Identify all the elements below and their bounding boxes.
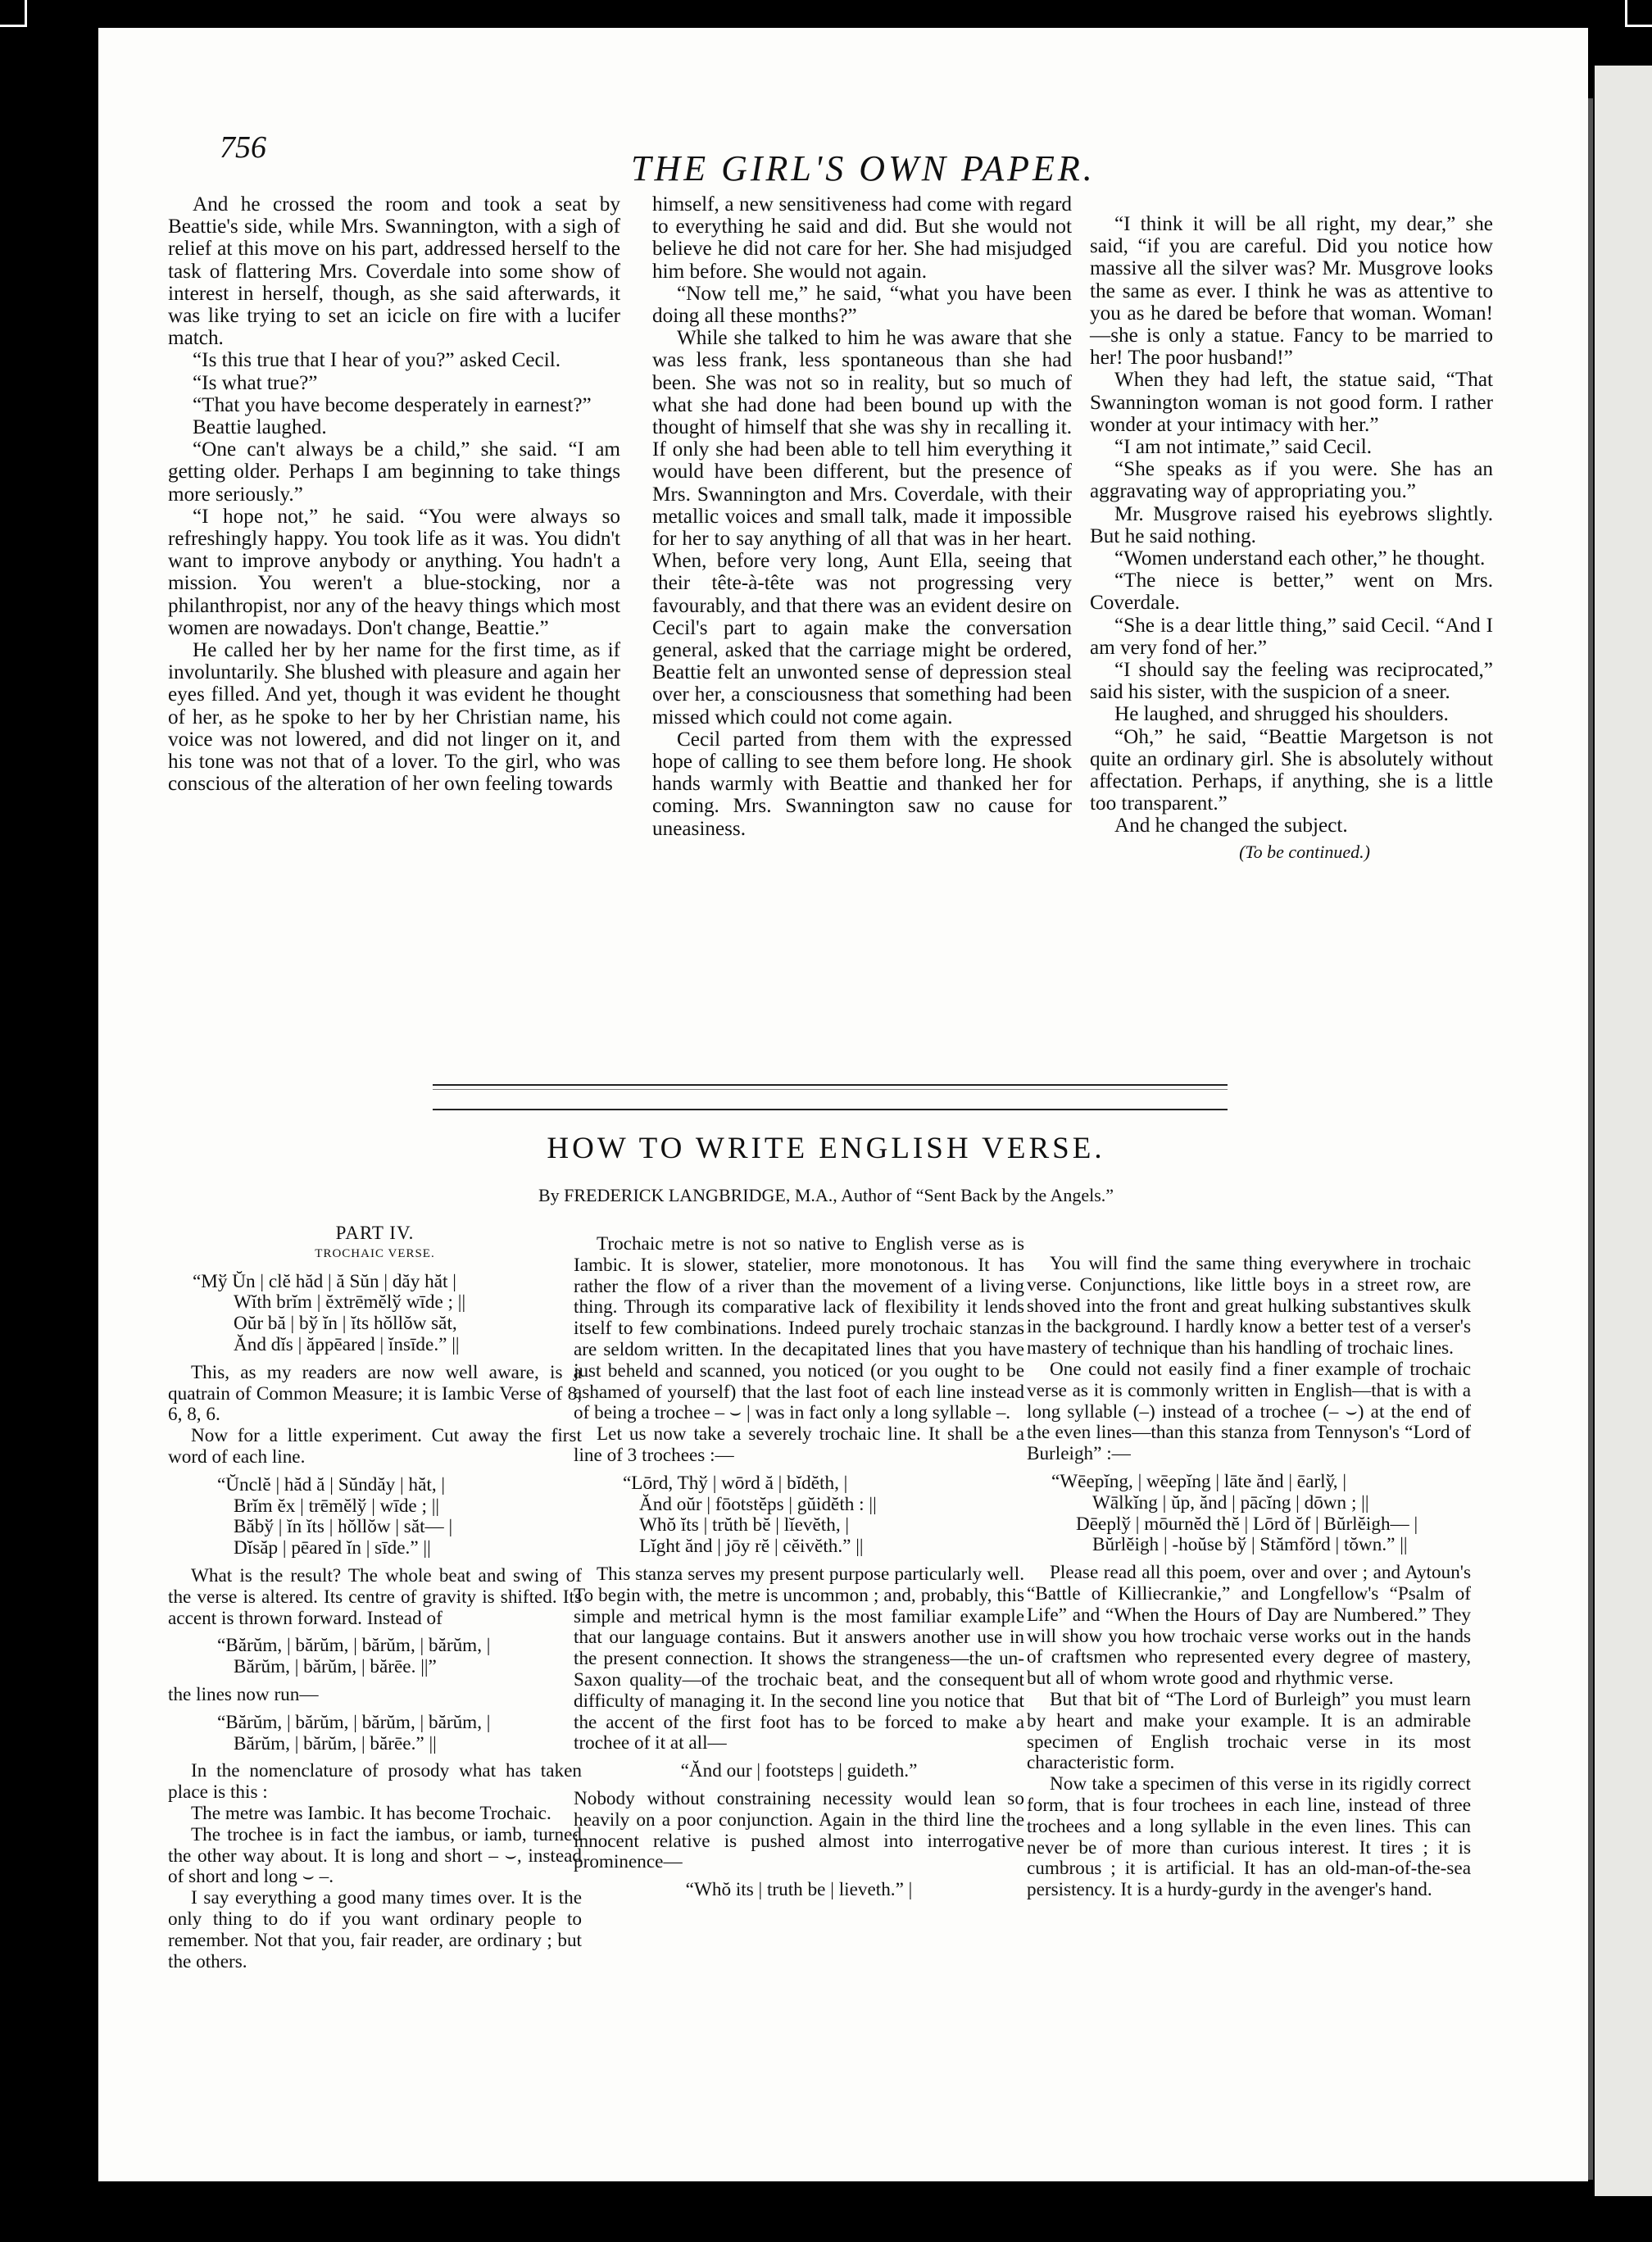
verse-line: Bărŭm, | bărŭm, | bărēe. ||” (234, 1656, 437, 1678)
section-subheading: TROCHAIC VERSE. (315, 1246, 435, 1260)
verse-line: “Ŭnclĕ | hăd ă | Sŭndăy | hăt, | (217, 1473, 446, 1495)
verse-line: Wĭth brĭm | ĕxtrēmĕlў wīde ; || (234, 1291, 466, 1314)
section-rule-middle (433, 1089, 1228, 1090)
paragraph: Cecil parted from them with the expressed hope of calling to see them before long. He shook hands warmly with Beattie and thanked her for coming. Mrs. Swannington saw no cause for uneasiness. (652, 728, 1072, 840)
verse-line: Ănd oŭr | fōotstĕps | gŭidĕth : || (639, 1493, 877, 1515)
verse-line: “Bărŭm, | bărŭm, | bărŭm, | bărŭm, | (217, 1711, 491, 1733)
to-be-continued: (To be continued.) (1239, 841, 1370, 862)
paragraph: “The niece is better,” went on Mrs. Coverdale. (1090, 570, 1493, 615)
verse-line: Bărŭm, | bărŭm, | bărēe.” || (234, 1732, 437, 1754)
verse-block (574, 1473, 1024, 1558)
paragraph: Beattie laughed. (193, 416, 327, 439)
paragraph: Now take a specimen of this verse in its rigidly correct form, that is four trochees in each line, instead of three trochees and a long syllable in the even lines. This can never be of more than curious interest. It tires ; it is cumbrous ; it is artificial. It has an old-man-of-the-sea persistency. It is a hurdy-gurdy in the avenger's hand. (1027, 1773, 1471, 1901)
verse-line: “Bărŭm, | bărŭm, | bărŭm, | bărŭm, | (217, 1635, 491, 1657)
verse-line: “Mў Ŭn | clĕ hăd | ă Sŭn | dăy hăt | (193, 1270, 456, 1292)
paragraph: The trochee is in fact the iambus, or iamb, turned the other way about. It is long and short – ⌣, instead of short and long ⌣ –. (168, 1823, 582, 1888)
verse-line: Ănd dĭs | ăppēared | ĭnsīde.” || (234, 1333, 460, 1355)
paragraph: “Oh,” he said, “Beattie Margetson is not quite an ordinary girl. She is absolutely without affectation. Perhaps, if anything, she is a little too transparent.” (1090, 725, 1493, 815)
verse-block (168, 1272, 582, 1356)
verse-line: “Ănd our | footsteps | guideth.” (680, 1760, 918, 1782)
paragraph: “That you have become desperately in earnest?” (193, 393, 592, 416)
paragraph: One could not easily find a finer example of trochaic verse as it is commonly written in English—that is with a long syllable (–) instead of a trochee (– ⌣) at the end of the even lines—than this stanza from Tennyson's “Lord of Burleigh” :— (1027, 1358, 1471, 1465)
verse-block (574, 1761, 1024, 1782)
paragraph: himself, a new sensitiveness had come with regard to everything he said and did. But she would not believe he did not care for her. She had misjudged him before. She would not again. (652, 193, 1072, 283)
paragraph: And he changed the subject. (1114, 815, 1348, 837)
verse-line: Wālkĭng | ŭp, ănd | pācĭng | dōwn ; || (1092, 1491, 1369, 1514)
paragraph: This, as my readers are now well aware, is a quatrain of Common Measure; it is Iambic Verse of 8, 6, 8, 6. (168, 1361, 582, 1426)
article-column-1 (168, 1223, 582, 1972)
article-byline: By FREDERICK LANGBRIDGE, M.A., Author of “Sent Back by the Angels.” (538, 1185, 1114, 1205)
paragraph: And he crossed the room and took a seat by Beattie's side, while Mrs. Swannington, with a sigh of relief at this move on his part, addressed herself to the task of flattering Mrs. Coverdale into some show of interest in herself, though, as she said afterwards, it was like trying to set an icicle on fire with a lucifer match. (168, 193, 620, 350)
verse-line: Whŏ ĭts | trŭth bĕ | lĭevĕth, | (639, 1514, 850, 1536)
paragraph: “Now tell me,” he said, “what you have been doing all these months?” (652, 282, 1072, 328)
paragraph: While she talked to him he was aware that she was less frank, less spontaneous than she had been. She was not so in reality, but so much of what she had done had been bound up with the thought of himself that she was shy in recalling it. If only she had been able to tell him everything it would have been different, but the presence of Mrs. Swannington and Mrs. Coverdale, with their metallic voices and small talk, made it impossible for her to say anything of all that was in her heart. When, before very long, Aunt Ella, seeing that their tête-à-tête was not progressing very favourably, and that there was an evident desire on Cecil's part to again make the conversation general, asked that the carriage might be ordered, Beattie felt an unwonted sense of depression steal over her, a consciousness that something had been missed which could not come again. (652, 327, 1072, 728)
paragraph: What is the result? The whole beat and swing of the verse is altered. Its centre of gravity is shifted. Its accent is thrown forward. Instead of (168, 1564, 582, 1629)
verse-block (168, 1475, 582, 1559)
paragraph: Mr. Musgrove raised his eyebrows slightly. But he said nothing. (1090, 502, 1493, 547)
crop-mark-top-right (1625, 0, 1652, 27)
paragraph: You will find the same thing everywhere in trochaic verse. Conjunctions, like little boys in a street row, are shoved into the front and great hulking substantives skulk in the background. I hardly know a better test of a verser's mastery of technique than his handling of trochaic lines. (1027, 1253, 1471, 1359)
verse-block (574, 1880, 1024, 1901)
paragraph: Let us now take a severely trochaic line. It shall be a line of 3 trochees :— (574, 1423, 1024, 1466)
verse-line: Brĭm ĕx | trēmĕlў | wīde ; || (234, 1495, 440, 1517)
paragraph: Now for a little experiment. Cut away the first word of each line. (168, 1425, 582, 1468)
paragraph: the lines now run— (168, 1683, 319, 1705)
story-column-3 (1090, 213, 1493, 863)
story-column-2 (652, 193, 1072, 840)
section-rule-top (433, 1084, 1228, 1086)
article-column-3 (1027, 1254, 1471, 1901)
verse-line: Dĭsăp | pēared ĭn | sīde.” || (234, 1537, 431, 1559)
paragraph: He laughed, and shrugged his shoulders. (1114, 703, 1449, 726)
page-number: 756 (220, 130, 266, 165)
verse-line: Băbў | ĭn ĭts | hŏllŏw | săt— | (234, 1516, 453, 1538)
paragraph: Trochaic metre is not so native to English verse as is Iambic. It is slower, statelier, more monotonous. It has rather the flow of a river than the movement of a living thing. Through its comparative lack of flexibility it lends itself to few combinations. Indeed purely trochaic stanzas are seldom written. In the decapitated lines that you have just beheld and scanned, you noticed (or you ought to be ashamed of yourself) that the last foot of each line instead of being a trochee – ⌣ | was in fact only a long syllable –. (574, 1233, 1024, 1424)
verse-block (168, 1713, 582, 1755)
paragraph: I say everything a good many times over. It is the only thing to do if you want ordinary people to remember. Not that you, fair reader, are ordinary ; but the others. (168, 1887, 582, 1972)
paragraph: “I think it will be all right, my dear,” she said, “if you are careful. Did you notice how massive all the silver was? Mr. Musgrove looks the same as ever. I think he was as attentive to you as he dared be before that woman. Woman!—she is only a statue. Fancy to be married to her! The poor husband!” (1090, 213, 1493, 370)
verse-line: “Wēepĭng, | wēepĭng | lāte ănd | ēarlў, | (1051, 1470, 1347, 1492)
paragraph: “I should say the feeling was reciprocated,” said his sister, with the suspicion of a sneer. (1090, 659, 1493, 704)
verse-line: “Whŏ its | truth be | lieveth.” | (685, 1879, 913, 1901)
paragraph: Nobody without constraining necessity would lean so heavily on a poor conjunction. Again in the third line the innocent relative is pushed almost into interrogative prominence— (574, 1787, 1024, 1873)
paragraph: “One can't always be a child,” she said. “I am getting older. Perhaps I am beginning to take things more seriously.” (168, 438, 620, 506)
running-title: THE GIRL'S OWN PAPER. (631, 148, 1096, 188)
verse-line: Bŭrlĕigh | -hoŭse bў | Stămfŏrd | tŏwn.” || (1092, 1534, 1408, 1556)
paragraph: “I am not intimate,” said Cecil. (1114, 436, 1373, 459)
crop-mark-top-left (0, 0, 27, 27)
paragraph: “She is a dear little thing,” said Cecil. “And I am very fond of her.” (1090, 614, 1493, 659)
story-column-1 (168, 193, 620, 795)
article-title: HOW TO WRITE ENGLISH VERSE. (547, 1132, 1105, 1165)
paragraph: This stanza serves my present purpose particularly well. To begin with, the metre is uncommon ; and, probably, this simple and metrical hymn is the most familiar example that our language contains. But it answers another use in the present connection. It shows the strangeness—the un-Saxon quality—of the trochaic beat, and the consequent difficulty of managing it. In the second line you notice that the accent of the first foot has to be forced to make a trochee of it at all— (574, 1563, 1024, 1754)
paragraph: When they had left, the statue said, “That Swannington woman is not good form. I rather wonder at your intimacy with her.” (1090, 369, 1493, 436)
paragraph: “She speaks as if you were. She has an aggravating way of appropriating you.” (1090, 458, 1493, 503)
part-heading: PART IV. (335, 1223, 415, 1243)
paragraph: “Women understand each other,” he thought. (1114, 547, 1486, 570)
verse-line: Oŭr bă | bў ĭn | ĭts hŏllŏw săt, (234, 1313, 457, 1335)
paragraph: “I hope not,” he said. “You were always so refreshingly happy. You took life as it was. You didn't want to improve anybody or anything. You hadn't a mission. You weren't a blue-stocking, nor a philanthropist, nor any of the heavy things which most women are nowadays. Don't change, Beattie.” (168, 505, 620, 639)
verse-line: “Lōrd, Thў | wōrd ă | bĭdĕth, | (623, 1472, 848, 1494)
verse-line: Dēeplў | mōurnĕd thĕ | Lōrd ŏf | Bŭrlĕigh— | (1076, 1513, 1418, 1535)
paragraph: “Is this true that I hear of you?” asked Cecil. (193, 349, 561, 372)
paragraph: In the nomenclature of prosody what has taken place is this : (168, 1760, 582, 1804)
verse-line: Lĭght ănd | jōy rĕ | cĕivĕth.” || (639, 1536, 864, 1558)
paragraph: The metre was Iambic. It has become Trochaic. (191, 1802, 551, 1824)
article-column-2 (574, 1234, 1024, 1908)
verse-block (168, 1636, 582, 1678)
verse-block (1027, 1472, 1471, 1556)
paragraph: Please read all this poem, over and over ; and Aytoun's “Battle of Killiecrankie,” and Longfellow's “Psalm of Life” and “When the Hours of Day are Numbered.” They will show you how trochaic verse works out in the hands of craftsmen who represented every degree of mastery, but all of whom wrote good and rhythmic verse. (1027, 1562, 1471, 1690)
paragraph: But that bit of “The Lord of Burleigh” you must learn by heart and make your example. It is an admirable specimen of English trochaic verse in its most characteristic form. (1027, 1688, 1471, 1774)
paragraph: “Is what true?” (193, 371, 318, 394)
paragraph: He called her by her name for the first time, as if involuntarily. She blushed with pleasure and again her eyes filled. And yet, though it was evident he thought of her, as he spoke to her by her Christian name, his voice was not lowered, and did not linger on it, and his tone was not that of a lover. To the girl, who was conscious of the alteration of her own feeling towards (168, 639, 620, 796)
section-rule-bottom (433, 1109, 1228, 1110)
